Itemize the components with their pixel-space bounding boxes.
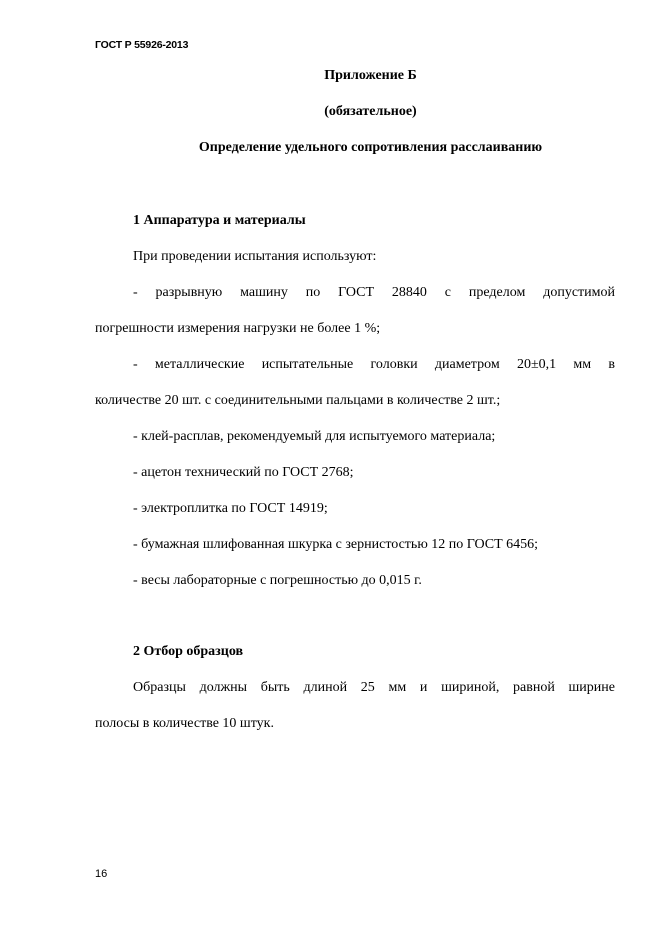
list-item-electric-stove: - электроплитка по ГОСТ 14919; [133, 501, 328, 516]
list-item-tensile-machine-line1: - разрывную машину по ГОСТ 28840 с пределом допустимой [133, 285, 615, 300]
list-item-acetone: - ацетон технический по ГОСТ 2768; [133, 465, 354, 480]
appendix-title: Приложение Б [324, 68, 417, 83]
section-1-intro: При проведении испытания используют: [133, 249, 377, 264]
section-2-paragraph-line1: Образцы должны быть длиной 25 мм и шириной, равной ширине [133, 680, 615, 695]
list-item-sandpaper: - бумажная шлифованная шкурка с зернистостью 12 по ГОСТ 6456; [133, 537, 539, 552]
list-item-scales: - весы лабораторные с погрешностью до 0,015 г. [133, 573, 422, 588]
list-item-test-heads-line1: - металлические испытательные головки диаметром 20±0,1 мм в [133, 357, 615, 372]
section-2-heading: 2 Отбор образцов [133, 644, 244, 659]
list-item-test-heads-line2: количестве 20 шт. с соединительными пальцами в количестве 2 шт.; [95, 393, 501, 408]
standard-code-header: ГОСТ Р 55926-2013 [95, 39, 189, 51]
appendix-heading: Определение удельного сопротивления расслаиванию [198, 140, 543, 155]
list-item-tensile-machine-line2: погрешности измерения нагрузки не более 1 %; [95, 321, 381, 336]
appendix-status: (обязательное) [324, 104, 417, 119]
section-2-paragraph-line2: полосы в количестве 10 штук. [95, 716, 274, 731]
page-number: 16 [95, 868, 108, 880]
list-item-hot-melt-adhesive: - клей-расплав, рекомендуемый для испытуемого материала; [133, 429, 496, 444]
section-1-heading: 1 Аппаратура и материалы [133, 213, 306, 228]
